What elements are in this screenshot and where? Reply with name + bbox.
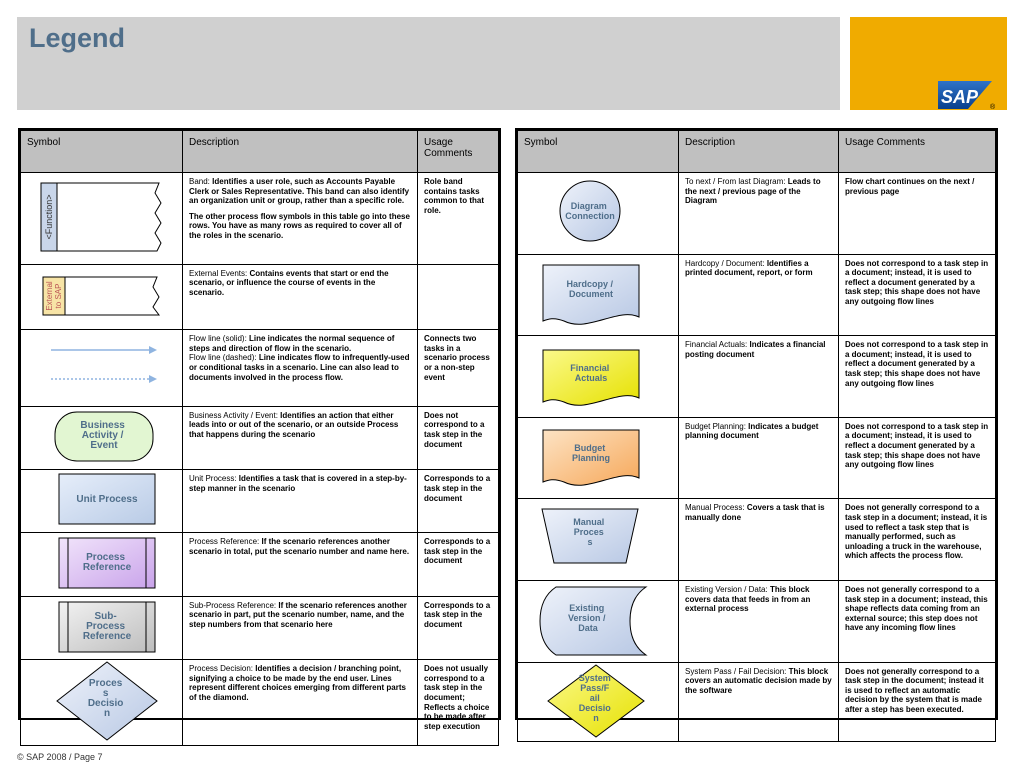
flow-line-symbols xyxy=(21,330,181,403)
process-decision-symbol xyxy=(21,660,181,742)
sap-logo xyxy=(938,79,1000,111)
col-header-usage: Usage Comments xyxy=(839,131,996,173)
description-cell xyxy=(183,470,418,533)
description-cell xyxy=(679,173,839,255)
desc-bold: If the scenario references another scenario in total, put the scenario number and name here. xyxy=(189,536,410,556)
description-cell xyxy=(679,662,839,742)
desc-prefix: To next / From last Diagram: xyxy=(685,177,788,186)
table-row xyxy=(21,330,499,407)
system-pass-fail-symbol xyxy=(518,663,678,739)
symbol-label: Decisio xyxy=(578,702,611,713)
table-row xyxy=(21,532,499,596)
registered-mark: ® xyxy=(990,104,996,111)
usage-cell: Does not generally correspond to a task step in the document; instead it is used to reflect an automatic decision by the system that is made after a step has been executed. xyxy=(839,662,996,742)
usage-cell: Does not usually correspond to a task step in the document; Reflects a choice to be made after step execution xyxy=(418,660,499,746)
desc-bold: Contains events that start or end the scenario, or influence the course of events in the scenario. xyxy=(189,268,389,297)
symbol-label: Actuals xyxy=(574,373,608,384)
col-header-description: Description xyxy=(679,131,839,173)
desc-bold: Identifies an action that either leads into or out of the scenario, or an outside Process that happens during the scenario xyxy=(189,410,399,439)
budget-planning-symbol xyxy=(518,418,678,496)
desc-prefix: Band: xyxy=(189,177,213,186)
symbol-label: Version / xyxy=(567,612,606,623)
symbol-cell xyxy=(21,660,183,746)
table-row xyxy=(21,406,499,470)
desc-prefix: Existing Version / Data: xyxy=(685,584,770,594)
table-row xyxy=(21,264,499,330)
desc-bold: Indicates a budget planning document xyxy=(685,421,819,441)
desc-bold: Covers a task that is manually done xyxy=(685,503,825,522)
symbol-label: Planning xyxy=(572,452,610,463)
description-cell xyxy=(679,417,839,499)
desc-prefix: Process Decision: xyxy=(189,664,256,674)
symbol-label: Existing xyxy=(569,602,605,613)
description-cell xyxy=(183,660,418,746)
desc-bold: Leads to the next / previous page of the Diagram xyxy=(685,177,821,206)
col-header-usage: Usage Comments xyxy=(418,131,499,173)
usage-cell: Does not correspond to a task step in the document xyxy=(418,406,499,470)
symbol-cell xyxy=(21,470,183,533)
sub-process-reference-symbol xyxy=(21,597,181,657)
desc-prefix: External Events: xyxy=(189,268,250,278)
legend-table-left xyxy=(18,128,501,731)
symbol-label: Hardcopy / xyxy=(566,278,613,289)
usage-cell: Corresponds to a task step in the document xyxy=(418,470,499,533)
symbol-label: Decisio xyxy=(87,698,124,710)
svg-text:Process Reference xyxy=(83,552,132,573)
page-title: Legend xyxy=(29,23,126,53)
symbol-cell xyxy=(518,336,679,418)
table-row xyxy=(518,417,996,499)
symbol-label: Data xyxy=(578,622,598,633)
symbol-label: Event xyxy=(90,439,118,451)
symbol-label: Document xyxy=(568,288,614,299)
symbol-label: Connection xyxy=(565,211,615,221)
financial-actuals-symbol xyxy=(518,336,678,414)
desc-bold: Identifies a printed document, report, or form xyxy=(685,258,813,278)
symbol-label: Unit Process xyxy=(76,494,138,506)
usage-cell: Corresponds to a task step in the document xyxy=(418,596,499,660)
description-cell xyxy=(679,336,839,418)
external-label-2: to SAP xyxy=(54,283,63,309)
symbol-label: Financial xyxy=(570,363,610,374)
unit-process-symbol xyxy=(21,470,181,529)
desc-bold: This block covers an automatic decision made by the software xyxy=(685,666,832,695)
symbol-label: Diagram xyxy=(570,201,607,211)
symbol-label: Proces xyxy=(88,678,123,690)
symbol-cell xyxy=(21,406,183,470)
external-event-symbol xyxy=(21,265,181,327)
col-header-symbol: Symbol xyxy=(21,131,183,173)
symbol-label: Reference xyxy=(82,630,132,642)
table-row xyxy=(518,173,996,255)
usage-cell xyxy=(418,264,499,330)
usage-cell: Does not correspond to a task step in a document; instead, it is used to reflect a document generated by a task step; this shape does not have any outgoing flow lines xyxy=(839,254,996,336)
symbol-label: Process xyxy=(86,620,126,632)
symbol-label: ail xyxy=(589,692,600,703)
desc-prefix: Manual Process: xyxy=(685,503,747,513)
symbol-label: Business xyxy=(80,419,125,431)
desc-prefix: Process Reference: xyxy=(189,536,262,546)
usage-cell: Corresponds to a task step in the document xyxy=(418,532,499,596)
desc-bold: Identifies a user role, such as Accounts Payable Clerk or Sales Representative. This band can also identify an organization unit or group, rather than a specific role. xyxy=(189,177,410,206)
diagram-connection-symbol xyxy=(518,173,678,251)
table-row xyxy=(518,580,996,662)
description-cell xyxy=(679,580,839,662)
svg-text:Budget Planning xyxy=(572,443,610,463)
description-cell xyxy=(183,330,418,407)
symbol-cell xyxy=(518,254,679,336)
existing-version-symbol xyxy=(518,581,678,659)
col-header-symbol: Symbol xyxy=(518,131,679,173)
svg-text:Hardcopy / Document xyxy=(566,279,615,299)
desc-prefix: Sub-Process Reference: xyxy=(189,600,279,610)
table-row xyxy=(518,499,996,581)
business-activity-symbol xyxy=(21,407,181,467)
symbol-label: Process xyxy=(86,551,126,563)
table-row xyxy=(518,336,996,418)
description-cell xyxy=(183,596,418,660)
description-cell xyxy=(183,264,418,330)
desc-bold-2: Line indicates flow to infrequently-used or conditional tasks in a scenario. Line can also lead to documents involved in the process flow. xyxy=(189,353,410,382)
arrowhead-icon xyxy=(149,375,157,383)
table-row xyxy=(21,596,499,660)
desc-bold: Identifies a decision / branching point, signifying a choice to be made by the end user. Lines represent different choices emerging from different parts of the diamond. xyxy=(189,664,406,702)
symbol-label: s xyxy=(587,537,593,548)
desc-bold: Line indicates the normal sequence of steps and direction of flow in the scenario. xyxy=(189,334,395,353)
symbol-label: s xyxy=(102,688,109,700)
desc-prefix: System Pass / Fail Decision: xyxy=(685,666,789,676)
desc-bold: Indicates a financial posting document xyxy=(685,340,826,359)
description-cell xyxy=(183,532,418,596)
description-cell xyxy=(679,499,839,581)
symbol-label: n xyxy=(103,708,111,720)
usage-cell: Does not correspond to a task step in a document; instead, it is used to reflect a document generated by a task step; this shape does not have any outgoing flow lines xyxy=(839,336,996,418)
symbol-label: System xyxy=(578,672,611,683)
band-symbol xyxy=(21,173,181,261)
header-bar xyxy=(17,17,840,110)
col-header-description: Description xyxy=(183,131,418,173)
table-row xyxy=(21,470,499,533)
desc-prefix: Budget Planning: xyxy=(685,421,749,431)
legend-table-right xyxy=(515,128,998,723)
symbol-label: Budget xyxy=(574,442,606,453)
usage-cell: Flow chart continues on the next / previous page xyxy=(839,173,996,255)
desc-bold: If the scenario references another scenario in part, put the scenario number, name, and the step numbers from that scenario here xyxy=(189,600,407,629)
desc-prefix: Flow line (solid): xyxy=(189,334,250,344)
symbol-label: Proces xyxy=(573,527,604,538)
symbol-label: Manual xyxy=(573,517,605,528)
desc-prefix: Financial Actuals: xyxy=(685,340,750,350)
svg-text:Financial Actuals xyxy=(570,363,612,383)
symbol-label: Activity / xyxy=(81,429,124,441)
symbol-cell xyxy=(21,596,183,660)
desc-prefix: Business Activity / Event: xyxy=(189,410,281,420)
desc-bold: Identifies a task that is covered in a step-by-step manner in the scenario xyxy=(189,474,407,493)
desc-prefix: Unit Process: xyxy=(189,474,239,484)
usage-cell: Role band contains tasks common to that role. xyxy=(418,173,499,265)
description-cell xyxy=(183,173,418,265)
sap-logo-box xyxy=(850,17,1007,110)
symbol-label: Sub- xyxy=(94,610,117,622)
table-row xyxy=(518,662,996,742)
band-symbol-label: <Function> xyxy=(44,194,54,240)
process-reference-symbol xyxy=(21,533,181,593)
desc-prefix-2: Flow line (dashed): xyxy=(189,353,259,363)
symbol-cell xyxy=(518,173,679,255)
desc-bold-2: The other process flow symbols in this table go into these rows. You have as many rows as required to cover all of the roles in the scenario. xyxy=(189,211,410,240)
symbol-cell xyxy=(21,532,183,596)
symbol-cell xyxy=(21,173,183,265)
manual-process-symbol xyxy=(518,499,678,577)
symbol-label: n xyxy=(593,712,599,723)
footer-copyright: © SAP 2008 / Page 7 xyxy=(17,752,103,762)
description-cell xyxy=(679,254,839,336)
table-row xyxy=(21,173,499,265)
table-row xyxy=(21,660,499,746)
desc-prefix: Hardcopy / Document: xyxy=(685,258,767,268)
symbol-cell xyxy=(518,662,679,742)
usage-cell: Connects two tasks in a scenario process or a non-step event xyxy=(418,330,499,407)
symbol-cell xyxy=(518,499,679,581)
symbol-label: Pass/F xyxy=(580,682,610,693)
hardcopy-document-symbol xyxy=(518,255,678,333)
svg-text:Diagram Connection xyxy=(565,201,615,221)
usage-cell: Does not generally correspond to a task step in a document; instead, this shape reflects data coming from an external source; this step does not have any incoming flow lines xyxy=(839,580,996,662)
usage-cell: Does not correspond to a task step in a document; instead, it is used to reflect a document generated by a task step; this shape does not have any outgoing flow lines xyxy=(839,417,996,499)
desc-bold: This block covers data that feeds in from an external process xyxy=(685,584,811,614)
sap-logo-text: SAP xyxy=(941,87,979,107)
external-label-1: External xyxy=(45,280,54,311)
symbol-cell xyxy=(21,264,183,330)
usage-cell: Does not generally correspond to a task step in a document; instead, it is used to reflect a task step that is manually performed, such as unloading a truck in the warehouse, which affects the process flow. xyxy=(839,499,996,581)
symbol-cell xyxy=(518,417,679,499)
symbol-label: Reference xyxy=(82,561,132,573)
arrowhead-icon xyxy=(149,346,157,354)
description-cell xyxy=(183,406,418,470)
symbol-cell xyxy=(21,330,183,407)
symbol-cell xyxy=(518,580,679,662)
table-row xyxy=(518,254,996,336)
